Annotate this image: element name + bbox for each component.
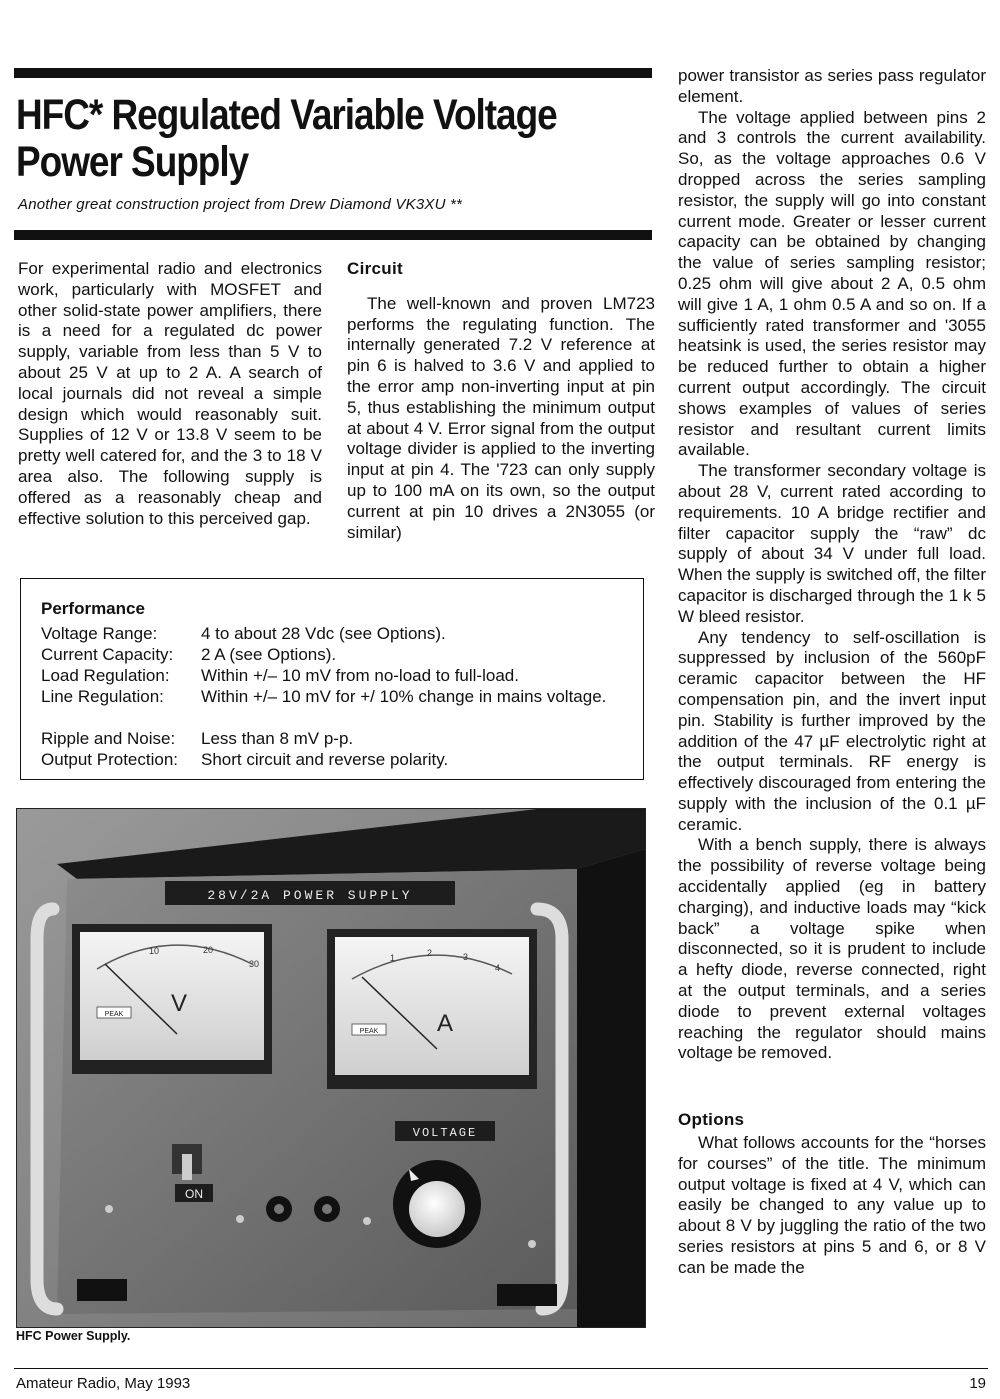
volt-scale-10: 10	[149, 946, 160, 956]
power-supply-illustration	[17, 809, 645, 1327]
perf-row-voltage	[41, 624, 631, 645]
perf-row-load	[41, 666, 631, 687]
footer-publication: Amateur Radio, May 1993	[16, 1375, 191, 1392]
power-supply-photo	[16, 808, 646, 1328]
terminal-positive-hole	[322, 1204, 332, 1214]
perf-value: Within +/– 10 mV from no-load to full-load.	[201, 666, 519, 685]
perf-row-protection	[41, 750, 631, 771]
page-number: 19	[969, 1375, 986, 1392]
foot-left	[77, 1279, 127, 1301]
screw	[363, 1217, 371, 1225]
screw	[236, 1215, 244, 1223]
amp-scale-2: 2	[427, 948, 433, 958]
foot-right	[497, 1284, 557, 1306]
perf-label: Load Regulation:	[41, 666, 170, 685]
footer-rule	[14, 1368, 988, 1369]
perf-value: 4 to about 28 Vdc (see Options).	[201, 624, 446, 643]
voltage-knob	[409, 1181, 465, 1237]
options-paragraph: What follows accounts for the “horses for courses” of the title. The minimum output voltage is fixed at 4 V, which can easily be changed to any value up to about 8 V by juggling the ratio of the two series resistors at pins 5 and 6, or 8 V can be made the	[678, 1133, 986, 1277]
volt-unit: V	[170, 990, 188, 1017]
protection-paragraph: With a bench supply, there is always the possibility of reverse voltage being accidentally applied (eg in battery charging), and inductive loads may “kick back” a voltage spike when disconnected, so it is prudent to include a hefty diode, reverse connected, right at the output terminals, and a series diode to prevent external voltages reaching the regulator should mains voltage be removed.	[678, 835, 986, 1063]
intro-paragraph: For experimental radio and electronics work, particularly with MOSFET and other solid-state power amplifiers, there is a need for a regulated dc power supply, variable from less than 5 V to about 25 V at up to 2 A. A search of local journals did not reveal a simple design which would reasonably suit. Supplies of 12 V or 13.8 V seem to be pretty well catered for, and the 3 to 18 V area also. The following supply is offered as a reasonably cheap and effective solution to this perceived gap.	[18, 259, 322, 528]
article-title	[16, 92, 566, 186]
oscillation-paragraph: Any tendency to self-oscillation is suppressed by inclusion of the 560pF ceramic capacitor between the HF compensation pin, and the invert input pin. Stability is further improved by the addition of the 47 µF electrolytic right at the output terminals. RF energy is effectively discouraged from entering the supply with the inclusion of the 0.1 µF ceramic.	[678, 627, 986, 834]
amp-scale-3: 3	[463, 952, 469, 962]
header-rule	[14, 230, 652, 240]
terminal-negative-hole	[274, 1204, 284, 1214]
amp-scale-4: 4	[495, 963, 501, 973]
photo-caption: HFC Power Supply.	[16, 1329, 131, 1343]
perf-value: 2 A (see Options).	[201, 645, 337, 664]
perf-label: Line Regulation:	[41, 687, 164, 706]
volt-peak-text: PEAK	[104, 1011, 124, 1018]
amp-unit: A	[436, 1010, 454, 1037]
cabinet-side	[577, 849, 645, 1327]
transformer-paragraph: The transformer secondary voltage is about 28 V, current rated according to requirements. 10 A bridge rectifier and filter capacitor supply the “raw” dc supply of about 34 V under full load. When the supply is switched off, the filter capacitor is discharged through the 1 k 5 W bleed resistor.	[678, 461, 986, 626]
perf-row-ripple	[41, 729, 631, 750]
column-3	[678, 66, 986, 1279]
screw	[528, 1240, 536, 1248]
circuit-heading: Circuit	[347, 259, 403, 278]
voltage-label: VOLTAGE	[412, 1126, 478, 1140]
screw	[105, 1205, 113, 1213]
performance-title: Performance	[41, 599, 145, 618]
volt-scale-20: 20	[203, 945, 214, 955]
perf-row-line	[41, 687, 631, 708]
current-paragraph: The voltage applied between pins 2 and 3 controls the current availability. So, as the voltage approaches 0.6 V dropped across the series sampling resistor, the supply will go into constant current mode. Greater or lesser current capacity can be obtained by changing the value of series sampling resistor; 0.25 ohm will give about 2 A, 0.5 ohm will give 1 A, 1 ohm 0.5 A and so on. If a sufficiently rated transformer and '3055 heatsink is used, the series resistor may be reduced further to obtain a higher current output accordingly. The circuit shows examples of values of series resistor and resultant current limits available.	[678, 107, 986, 460]
circuit-paragraph: The well-known and proven LM723 performs the regulating function. The internally generated 7.2 V reference at pin 6 is halved to 3.6 V and applied to the error amp non-inverting input at pin 5, thus establishing the minimum output at about 4 V. Error signal from the output voltage divider is applied to the inverting input at pin 4. The '723 can only supply up to 100 mA on its own, so the output current at pin 10 drives a 2N3055 (or similar)	[347, 293, 655, 542]
column-1	[18, 259, 322, 529]
perf-row-current	[41, 645, 631, 666]
volt-scale-30: 30	[249, 959, 260, 969]
perf-label: Ripple and Noise:	[41, 729, 176, 748]
article-subtitle: Another great construction project from Drew Diamond VK3XU **	[18, 196, 463, 213]
options-heading: Options	[678, 1110, 745, 1130]
switch-label: ON	[185, 1187, 203, 1201]
perf-label: Voltage Range:	[41, 624, 158, 643]
perf-label: Output Protection:	[41, 750, 179, 769]
top-rule	[14, 68, 652, 78]
amp-scale-1: 1	[390, 953, 396, 963]
column-2	[347, 259, 655, 543]
toggle-switch	[182, 1154, 192, 1180]
continued-paragraph: power transistor as series pass regulator element.	[678, 66, 986, 106]
perf-value: Short circuit and reverse polarity.	[201, 750, 449, 769]
perf-label: Current Capacity:	[41, 645, 174, 664]
amp-peak-text: PEAK	[359, 1028, 379, 1035]
perf-value: Less than 8 mV p-p.	[201, 729, 354, 748]
title-line-2: Power Supply	[16, 138, 249, 186]
performance-box	[20, 578, 644, 780]
perf-value: Within +/– 10 mV for +/ 10% change in mains voltage.	[201, 687, 607, 706]
panel-label: 28V/2A POWER SUPPLY	[207, 888, 413, 903]
title-line-1: HFC* Regulated Variable Voltage	[16, 91, 557, 139]
